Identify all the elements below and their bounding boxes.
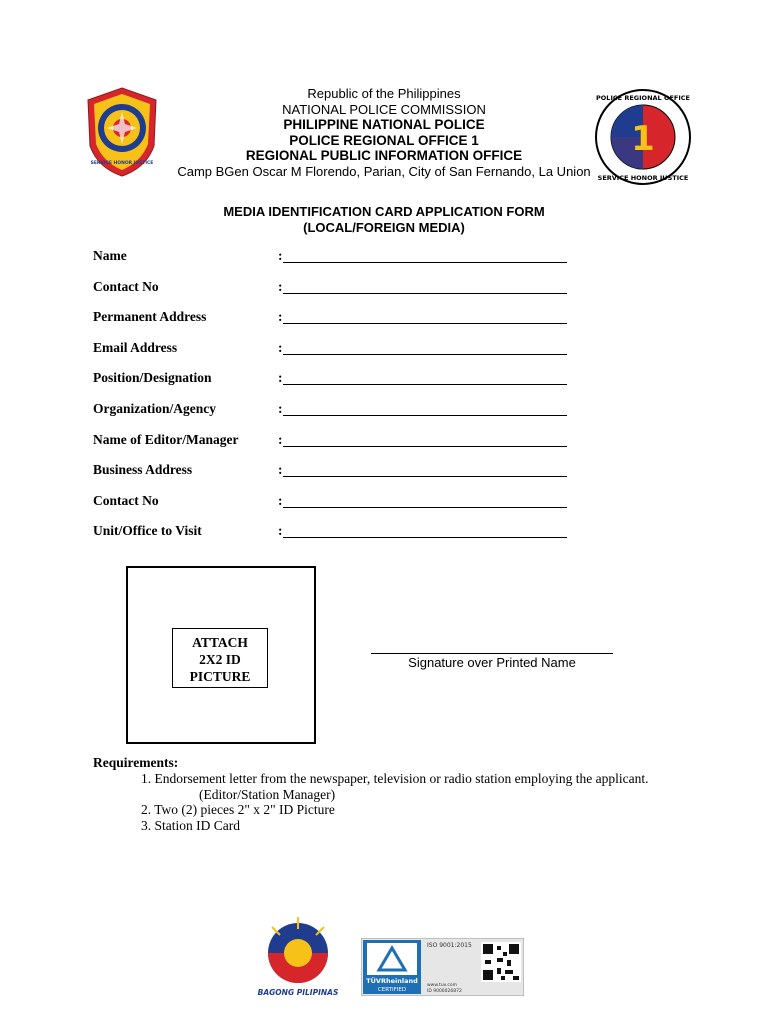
field-colon: : [278,278,283,294]
signature-label: Signature over Printed Name [408,655,576,670]
field-colon: : [278,492,283,508]
field-label: Name of Editor/Manager [93,431,239,447]
field-line[interactable] [283,537,567,538]
form-title-line2: (LOCAL/FOREIGN MEDIA) [303,219,465,235]
field-colon: : [278,309,283,325]
photo-instruction [172,628,268,688]
header-rpio: REGIONAL PUBLIC INFORMATION OFFICE [245,148,523,163]
field-line[interactable] [283,293,567,294]
field-label: Position/Designation [93,370,212,386]
field-label: Permanent Address [93,309,207,325]
field-line[interactable] [283,446,567,447]
svg-text:TÜVRheinland: TÜVRheinland [366,977,418,985]
field-business-address[interactable] [93,462,593,493]
field-line[interactable] [283,384,567,385]
field-line[interactable] [283,476,567,477]
form-title-line1: MEDIA IDENTIFICATION CARD APPLICATION FORM [223,204,545,219]
field-label: Organization/Agency [93,400,216,416]
svg-text:POLICE REGIONAL OFFICE: POLICE REGIONAL OFFICE [596,94,690,102]
field-colon: : [278,370,283,386]
field-label: Business Address [93,462,193,478]
requirement-item-sub: (Editor/Station Manager) [199,786,336,802]
field-line[interactable] [283,354,567,355]
form-fields [93,248,593,554]
field-position[interactable] [93,370,593,401]
field-permanent-address[interactable] [93,309,593,340]
field-label: Email Address [93,339,178,355]
field-label: Unit/Office to Visit [93,523,202,539]
requirement-item: 3. Station ID Card [141,817,240,833]
photo-line1: ATTACH [192,635,248,650]
requirement-item: 2. Two (2) pieces 2" x 2" ID Picture [141,802,335,818]
field-line[interactable] [283,507,567,508]
field-line[interactable] [283,262,567,263]
field-colon: : [278,248,283,263]
field-colon: : [278,523,283,539]
letterhead [0,86,768,179]
svg-text:www.tuv.com: www.tuv.com [427,983,458,988]
field-label: Name [93,248,127,263]
qr-code-icon [481,942,521,982]
photo-box[interactable] [126,566,316,744]
field-organization[interactable] [93,401,593,432]
field-colon: : [278,400,283,416]
field-email-address[interactable] [93,340,593,371]
svg-text:SERVICE HONOR JUSTICE: SERVICE HONOR JUSTICE [90,161,154,166]
field-label: Contact No [93,278,159,294]
svg-text:BAGONG PILIPINAS: BAGONG PILIPINAS [257,988,339,997]
header-pro1: POLICE REGIONAL OFFICE 1 [289,132,479,148]
svg-text:1: 1 [631,119,655,159]
field-label: Contact No [93,492,159,508]
form-title [0,204,768,235]
signature-line[interactable] [371,653,613,654]
tuv-certification-badge [361,938,524,996]
field-name[interactable] [93,248,593,279]
header-napolcom: NATIONAL POLICE COMMISSION [282,101,486,117]
requirements-list [141,771,648,833]
requirement-item: 1. Endorsement letter from the newspaper, television or radio station employing the applicant. [141,771,649,786]
field-unit-office[interactable] [93,523,593,554]
photo-line2: 2X2 ID [199,652,241,667]
requirements-title: Requirements: [93,755,179,770]
header-republic: Republic of the Philippines [307,86,461,101]
field-colon: : [278,462,283,478]
bagong-pilipinas-logo [250,915,346,999]
field-editor-manager[interactable] [93,432,593,463]
header-pnp: PHILIPPINE NATIONAL POLICE [283,117,485,132]
photo-line3: PICTURE [189,669,251,684]
svg-text:ISO 9001:2015: ISO 9001:2015 [427,942,472,949]
svg-text:ID 9000026872: ID 9000026872 [427,989,462,994]
header-address: Camp BGen Oscar M Florendo, Parian, City of San Fernando, La Union [177,163,591,179]
field-colon: : [278,339,283,355]
field-line[interactable] [283,415,567,416]
field-line[interactable] [283,323,567,324]
field-colon: : [278,431,283,447]
field-contact-no-2[interactable] [93,493,593,524]
field-contact-no[interactable] [93,279,593,310]
svg-text:SERVICE HONOR JUSTICE: SERVICE HONOR JUSTICE [597,174,689,182]
svg-text:CERTIFIED: CERTIFIED [377,987,407,993]
